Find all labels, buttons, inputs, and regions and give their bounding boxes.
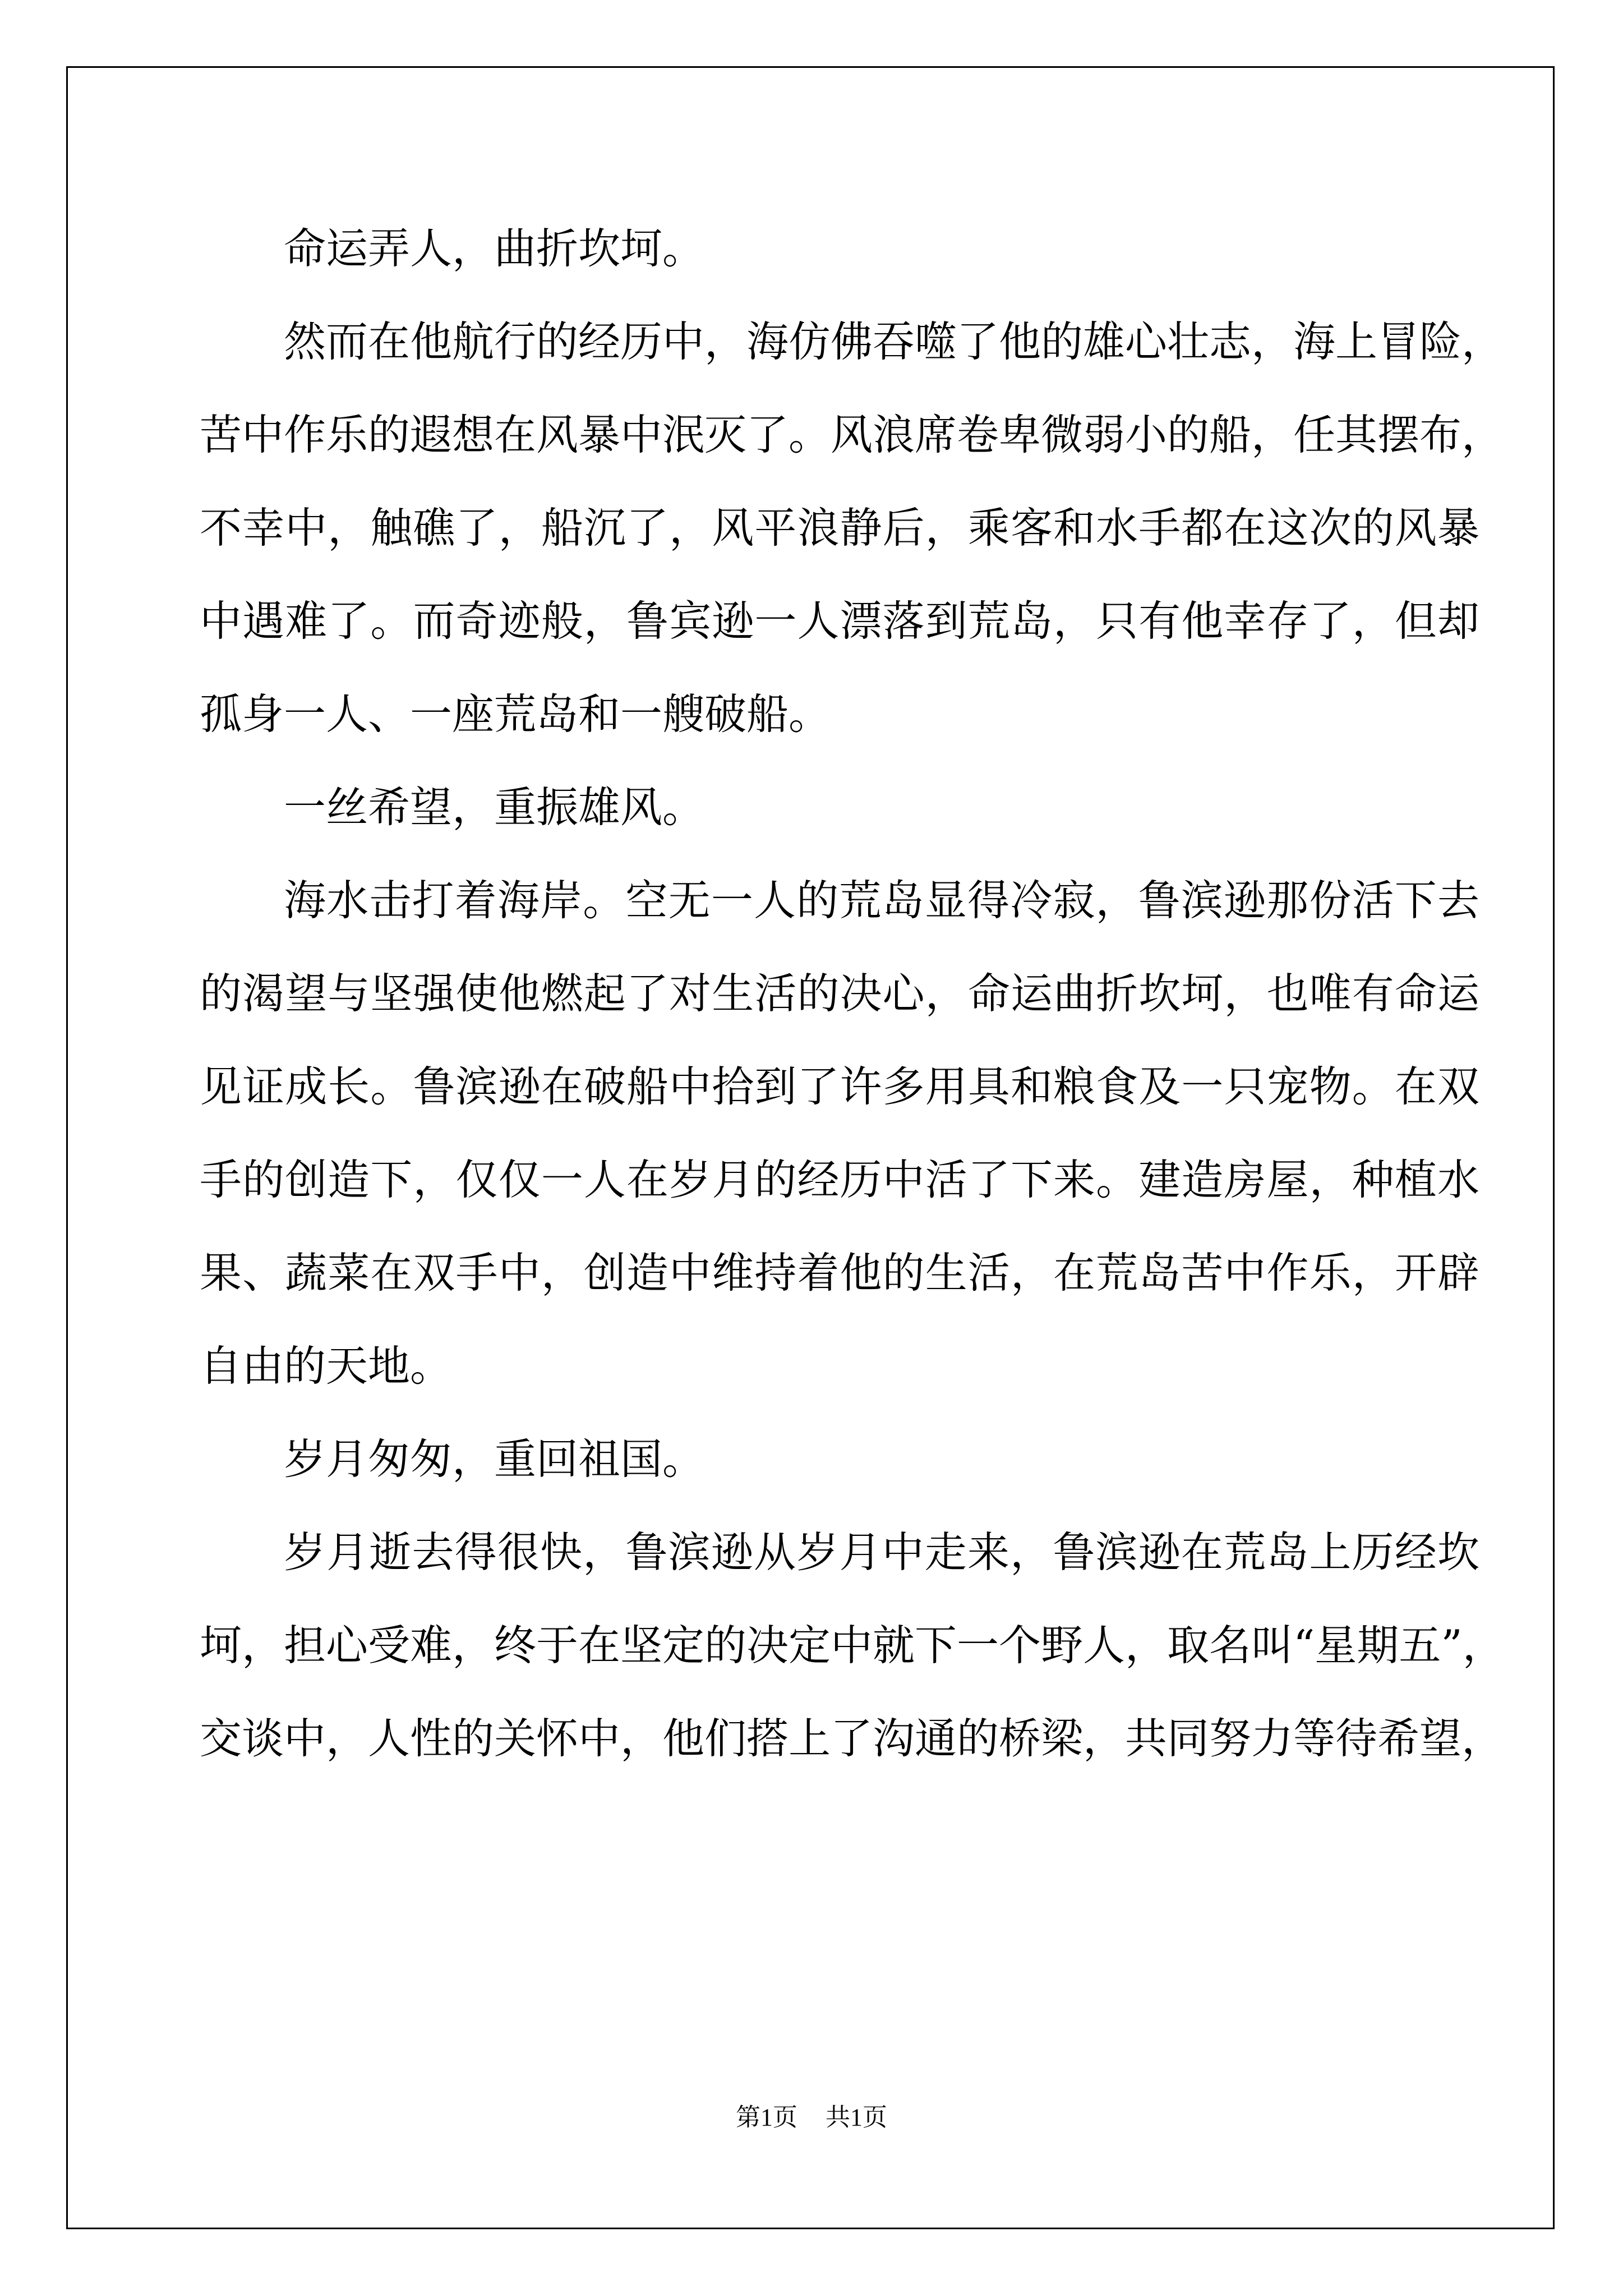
text-line: 果、蔬菜在双手中，创造中维持着他的生活，在荒岛苦中作乐，开辟: [200, 1248, 1479, 1297]
text-line: 自由的天地。: [200, 1341, 453, 1391]
text-line: 然而在他航行的经历中，海仿佛吞噬了他的雄心壮志，海上冒险，: [284, 317, 1504, 366]
page-total: 共1页: [826, 2104, 887, 2131]
text-line: 苦中作乐的遐想在风暴中泯灭了。风浪席卷卑微弱小的船，任其摆布，: [200, 410, 1504, 459]
text-line: 不幸中，触礁了，船沉了，风平浪静后，乘客和水手都在这次的风暴: [200, 503, 1479, 553]
page-footer: [0, 2101, 1623, 2134]
text-line: 交谈中，人性的关怀中，他们搭上了沟通的桥梁，共同努力等待希望，: [200, 1714, 1504, 1763]
text-line: 岁月匆匆，重回祖国。: [284, 1434, 705, 1484]
text-line: 手的创造下，仅仅一人在岁月的经历中活了下来。建造房屋，种植水: [200, 1155, 1479, 1204]
text-line: 海水击打着海岸。空无一人的荒岛显得冷寂，鲁滨逊那份活下去: [284, 876, 1479, 925]
text-line: 见证成长。鲁滨逊在破船中拾到了许多用具和粮食及一只宠物。在双: [200, 1062, 1479, 1111]
text-line: 岁月逝去得很快，鲁滨逊从岁月中走来，鲁滨逊在荒岛上历经坎: [284, 1527, 1479, 1577]
text-line: 一丝希望，重振雄风。: [284, 783, 705, 832]
document-body: [200, 202, 1505, 1785]
text-line: 中遇难了。而奇迹般，鲁宾逊一人漂落到荒岛，只有他幸存了，但却: [200, 596, 1479, 646]
text-line: 孤身一人、一座荒岛和一艘破船。: [200, 689, 831, 739]
text-line: 的渴望与坚强使他燃起了对生活的决心，命运曲折坎坷，也唯有命运: [200, 969, 1479, 1018]
page-number: 第1页: [736, 2104, 797, 2131]
text-line: 命运弄人，曲折坎坷。: [284, 224, 705, 273]
text-line: 坷，担心受难，终于在坚定的决定中就下一个野人，取名叫“星期五”，: [200, 1621, 1505, 1670]
